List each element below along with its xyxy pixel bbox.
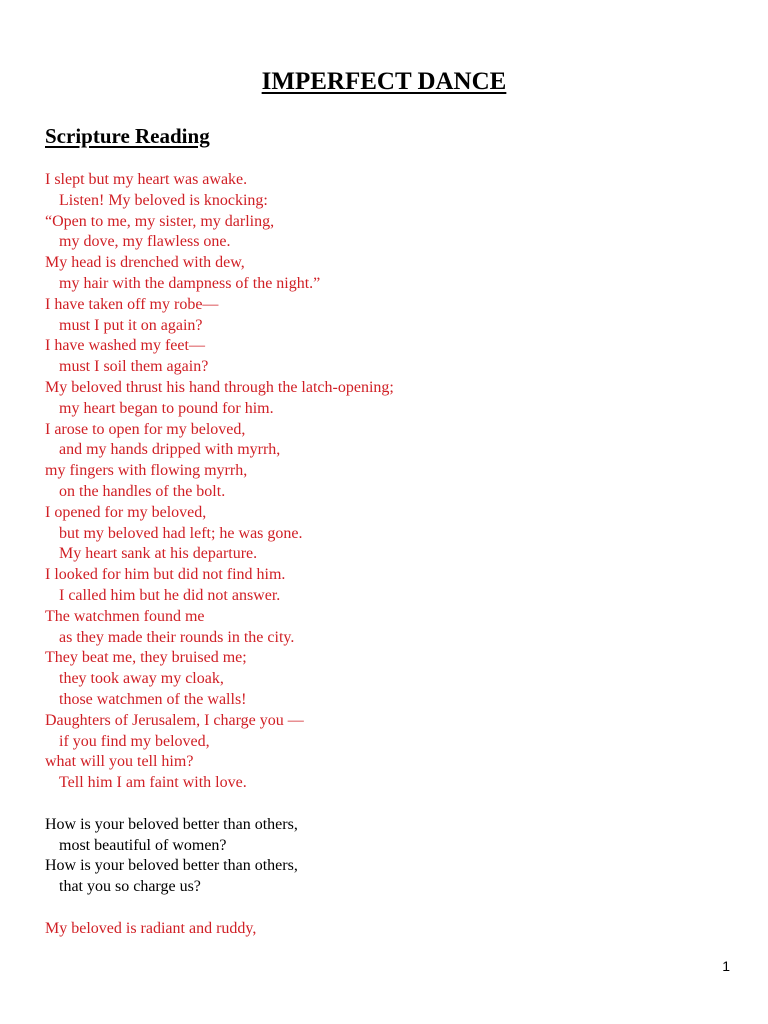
verse-line: The watchmen found me	[45, 607, 205, 625]
verse-line: My beloved thrust his hand through the latch-opening;	[45, 378, 394, 396]
verse-line: as they made their rounds in the city.	[59, 628, 295, 646]
verse-line: My head is drenched with dew,	[45, 254, 245, 272]
blank-line	[45, 898, 725, 919]
verse-line: How is your beloved better than others,	[45, 815, 298, 833]
section-heading: Scripture Reading	[45, 124, 210, 148]
verse-line: and my hands dripped with myrrh,	[59, 441, 281, 459]
page-number: 1	[722, 958, 730, 974]
verse-line: I arose to open for my beloved,	[45, 420, 246, 438]
verse-line: “Open to me, my sister, my darling,	[45, 212, 275, 230]
verse-line: I called him but he did not answer.	[59, 586, 281, 604]
scripture-text	[45, 170, 725, 939]
verse-line: My heart sank at his departure.	[59, 545, 258, 563]
verse-line: I have washed my feet—	[45, 337, 205, 355]
verse-line: but my beloved had left; he was gone.	[59, 524, 303, 542]
verse-line: I slept but my heart was awake.	[45, 171, 248, 188]
verse-line: must I soil them again?	[59, 358, 209, 376]
verse-line: Daughters of Jerusalem, I charge you —	[45, 711, 304, 729]
verse-line: my dove, my flawless one.	[59, 233, 231, 251]
verse-line: that you so charge us?	[59, 878, 201, 896]
verse-line: if you find my beloved,	[59, 732, 210, 750]
blank-line	[45, 794, 725, 815]
verse-line: what will you tell him?	[45, 753, 194, 771]
verse-line: I looked for him but did not find him.	[45, 566, 286, 584]
verse-line: Tell him I am faint with love.	[59, 774, 247, 792]
verse-line: I have taken off my robe—	[45, 295, 219, 313]
verse-line: Listen! My beloved is knocking:	[59, 191, 268, 209]
verse-line: My beloved is radiant and ruddy,	[45, 919, 257, 937]
verse-line: most beautiful of women?	[59, 836, 227, 854]
verse-line: How is your beloved better than others,	[45, 857, 298, 875]
verse-line: my fingers with flowing myrrh,	[45, 462, 248, 480]
verse-line: I opened for my beloved,	[45, 503, 207, 521]
verse-line: my heart began to pound for him.	[59, 399, 274, 417]
verse-line: those watchmen of the walls!	[59, 690, 247, 708]
verse-line: must I put it on again?	[59, 316, 203, 334]
verse-line: on the handles of the bolt.	[59, 482, 226, 500]
verse-line: my hair with the dampness of the night.”	[59, 274, 321, 292]
document-title: IMPERFECT DANCE	[261, 68, 507, 95]
verse-line: they took away my cloak,	[59, 670, 224, 688]
verse-line: They beat me, they bruised me;	[45, 649, 247, 667]
